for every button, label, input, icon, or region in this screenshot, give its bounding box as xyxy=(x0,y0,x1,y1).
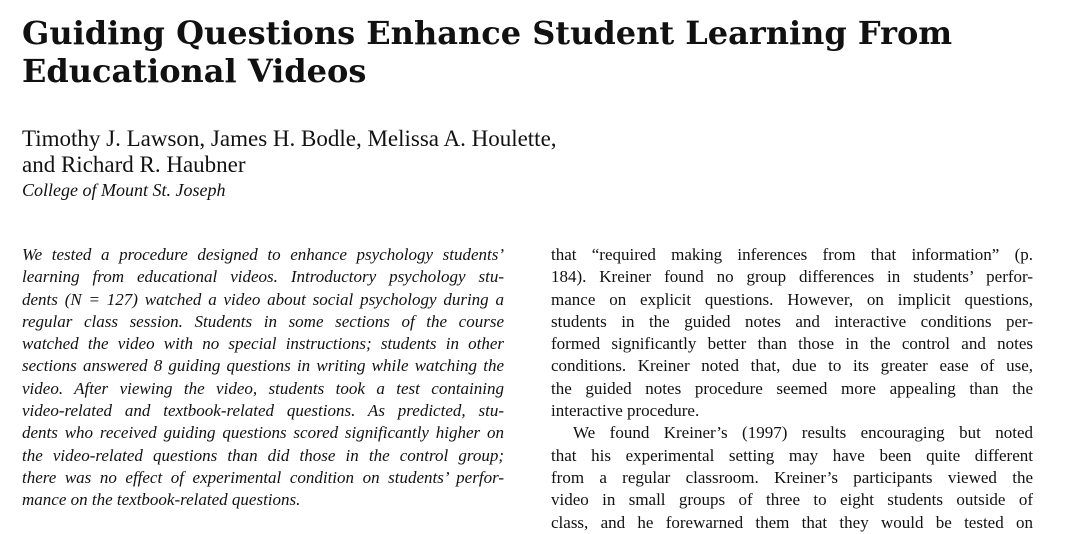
abstract-line: We tested a procedure designed to enhance psychology students’ xyxy=(22,245,504,264)
title-line: Educational Videos xyxy=(22,52,367,90)
body-line: interactive procedure. xyxy=(551,401,700,421)
abstract-line: mance on the textbook-related questions. xyxy=(22,490,301,510)
body-line: from a regular classroom. Kreiner’s participants viewed the xyxy=(551,467,1033,487)
body-text xyxy=(551,244,1033,532)
abstract-line: watched the video with no special instructions; students in other xyxy=(22,334,504,354)
abstract-line: video-related and textbook-related questions. As predicted, stu- xyxy=(22,401,504,421)
abstract-line: there was no effect of experimental condition on students’ perfor- xyxy=(22,467,504,487)
article-title xyxy=(22,14,1062,90)
body-line: the guided notes procedure seemed more appealing than the xyxy=(551,378,1033,398)
body-line: class, and he forewarned them that they would be tested on xyxy=(551,512,1033,532)
author-affiliation: College of Mount St. Joseph xyxy=(22,180,226,200)
body-line: that “required making inferences from that information” (p. xyxy=(551,245,1033,264)
body-line: We found Kreiner’s (1997) results encouraging but noted xyxy=(573,423,1033,443)
abstract-line: the video-related questions than did those in the control group; xyxy=(22,445,504,465)
body-line: formed significantly better than those in the control and notes xyxy=(551,334,1033,354)
abstract-line: video. After viewing the video, students took a test containing xyxy=(22,378,504,398)
body-line: 184). Kreiner found no group differences in students’ perfor- xyxy=(551,267,1033,287)
title-line: Guiding Questions Enhance Student Learning From xyxy=(22,14,953,52)
body-line: conditions. Kreiner noted that, due to its greater ease of use, xyxy=(551,356,1033,376)
body-line: video in small groups of three to eight students outside of xyxy=(551,490,1033,510)
abstract-line: dents who received guiding questions scored significantly higher on xyxy=(22,423,504,443)
abstract-line: learning from educational videos. Introductory psychology stu- xyxy=(22,267,504,287)
abstract-line: dents (N = 127) watched a video about social psychology during a xyxy=(22,289,504,309)
body-line: students in the guided notes and interactive conditions per- xyxy=(551,311,1033,331)
author-line: Timothy J. Lawson, James H. Bodle, Melissa A. Houlette, xyxy=(22,126,557,151)
abstract-line: sections answered 8 guiding questions in writing while watching the xyxy=(22,356,504,376)
abstract-line: regular class session. Students in some sections of the course xyxy=(22,311,504,331)
author-list xyxy=(22,126,1062,178)
abstract xyxy=(22,244,504,512)
body-line: mance on explicit questions. However, on implicit questions, xyxy=(551,289,1033,309)
author-line: and Richard R. Haubner xyxy=(22,152,246,177)
body-line: that his experimental setting may have been quite different xyxy=(551,445,1033,465)
